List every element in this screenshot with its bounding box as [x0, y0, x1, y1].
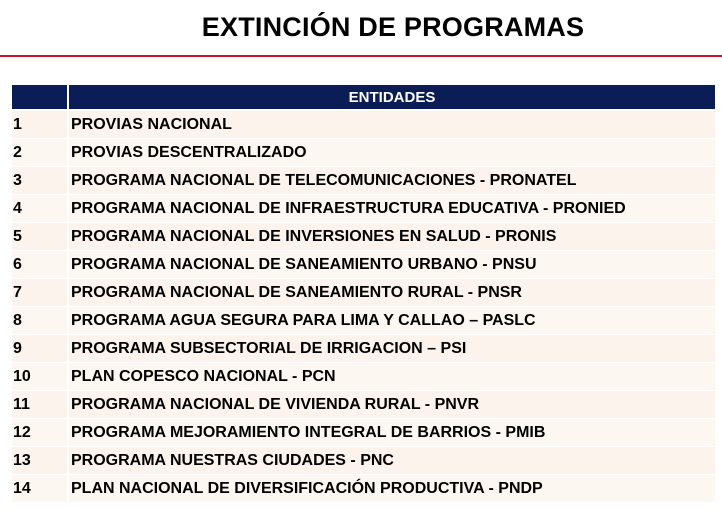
table-row: [12, 335, 715, 363]
row-number: 1: [12, 110, 68, 139]
entity-name: PROVIAS DESCENTRALIZADO: [68, 139, 715, 167]
entity-name: PROVIAS NACIONAL: [68, 110, 715, 139]
table-row: [12, 391, 715, 419]
entities-column-header: ENTIDADES: [68, 85, 715, 110]
entity-name: PLAN COPESCO NACIONAL - PCN: [68, 363, 715, 391]
table-body: [12, 110, 715, 503]
row-number: 8: [12, 307, 68, 335]
table-row: [12, 167, 715, 195]
row-number: 9: [12, 335, 68, 363]
table-header-row: [12, 85, 715, 110]
row-number: 13: [12, 447, 68, 475]
table-row: [12, 223, 715, 251]
row-number: 7: [12, 279, 68, 307]
entity-name: PROGRAMA NACIONAL DE VIVIENDA RURAL - PNVR: [68, 391, 715, 419]
row-number: 10: [12, 363, 68, 391]
table-row: [12, 475, 715, 503]
entities-table: [12, 85, 715, 503]
table-row: [12, 419, 715, 447]
page-title: EXTINCIÓN DE PROGRAMAS: [201, 12, 585, 42]
entity-name: PROGRAMA SUBSECTORIAL DE IRRIGACION – PSI: [68, 335, 715, 363]
table-row: [12, 307, 715, 335]
row-number: 11: [12, 391, 68, 419]
row-number: 4: [12, 195, 68, 223]
table-row: [12, 279, 715, 307]
entity-name: PROGRAMA NACIONAL DE SANEAMIENTO URBANO - PNSU: [68, 251, 715, 279]
entity-name: PROGRAMA NACIONAL DE SANEAMIENTO RURAL - PNSR: [68, 279, 715, 307]
row-number: 5: [12, 223, 68, 251]
entity-name: PROGRAMA NACIONAL DE INFRAESTRUCTURA EDUCATIVA - PRONIED: [68, 195, 715, 223]
entity-name: PROGRAMA AGUA SEGURA PARA LIMA Y CALLAO – PASLC: [68, 307, 715, 335]
table-row: [12, 447, 715, 475]
entity-name: PROGRAMA NACIONAL DE TELECOMUNICACIONES - PRONATEL: [68, 167, 715, 195]
table-row: [12, 251, 715, 279]
entity-name: PROGRAMA NUESTRAS CIUDADES - PNC: [68, 447, 715, 475]
title-divider: [0, 55, 722, 57]
number-column-header: [12, 85, 68, 110]
row-number: 14: [12, 475, 68, 503]
entity-name: PLAN NACIONAL DE DIVERSIFICACIÓN PRODUCTIVA - PNDP: [68, 475, 715, 503]
row-number: 12: [12, 419, 68, 447]
row-number: 3: [12, 167, 68, 195]
table-row: [12, 139, 715, 167]
table-row: [12, 363, 715, 391]
table-row: [12, 195, 715, 223]
row-number: 2: [12, 139, 68, 167]
entity-name: PROGRAMA NACIONAL DE INVERSIONES EN SALUD - PRONIS: [68, 223, 715, 251]
table-row: [12, 110, 715, 139]
entity-name: PROGRAMA MEJORAMIENTO INTEGRAL DE BARRIOS - PMIB: [68, 419, 715, 447]
row-number: 6: [12, 251, 68, 279]
